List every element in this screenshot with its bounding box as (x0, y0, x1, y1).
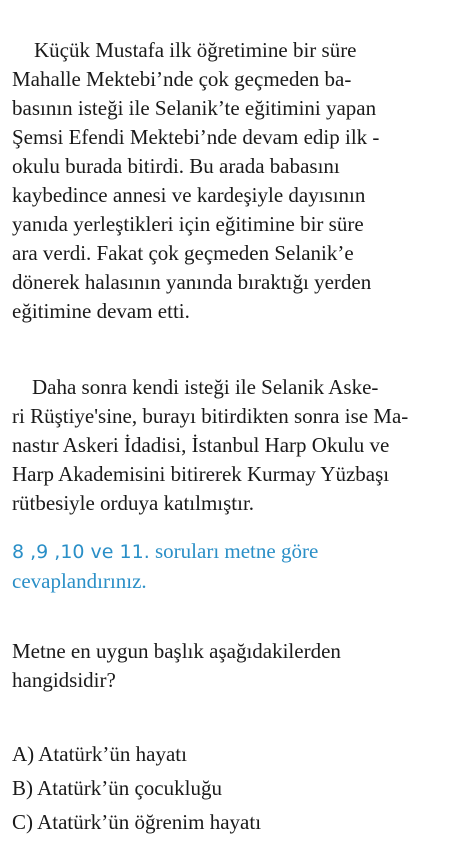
instruction-text: soruları metne göre (149, 539, 319, 563)
passage-line: Küçük Mustafa ilk öğretimine bir süre (34, 38, 357, 62)
passage-line: Harp Akademisini bitirerek Kurmay Yüzbaşı (12, 462, 390, 486)
passage-line: eğitimine devam etti. (12, 299, 190, 323)
passage-line: basının isteği ile Selanik’te eğitimini yapan (12, 96, 377, 120)
instruction-line-2: cevaplandırınız. (12, 569, 147, 593)
answer-option-c[interactable]: C) Atatürk’ün öğrenim hayatı (12, 810, 262, 834)
passage-paragraph-1 (12, 36, 379, 326)
instruction-line-1 (12, 537, 318, 567)
passage-line: ri Rüştiye'sine, burayı bitirdikten sonra ise Ma- (12, 404, 409, 428)
answer-options (12, 737, 261, 839)
passage-line: dönerek halasının yanında bıraktığı yerden (12, 270, 372, 294)
passage-line: ara verdi. Fakat çok geçmeden Selanik’e (12, 241, 354, 265)
passage-paragraph-2 (12, 373, 408, 518)
passage-line: kaybedince annesi ve kardeşiyle dayısının (12, 183, 366, 207)
question-stem (12, 637, 341, 695)
answer-option-b[interactable]: B) Atatürk’ün çocukluğu (12, 776, 222, 800)
passage-line: yanıda yerleştikleri için eğitimine bir süre (12, 212, 364, 236)
passage-line: Daha sonra kendi isteği ile Selanik Aske- (32, 375, 379, 399)
passage-line: Şemsi Efendi Mektebi’nde devam edip ilk - (12, 125, 380, 149)
passage-line: rütbesiyle orduya katılmıştır. (12, 491, 255, 515)
question-line: hangidsidir? (12, 668, 116, 692)
question-instruction (12, 537, 318, 596)
passage-line: Mahalle Mektebi’nde çok geçmeden ba- (12, 67, 352, 91)
question-numbers: 8 ,9 ,10 ve 11. (12, 541, 150, 563)
passage-line: nastır Askeri İdadisi, İstanbul Harp Okulu ve (12, 433, 390, 457)
passage-line: okulu burada bitirdi. Bu arada babasını (12, 154, 340, 178)
answer-option-a[interactable]: A) Atatürk’ün hayatı (12, 742, 187, 766)
question-line: Metne en uygun başlık aşağıdakilerden (12, 639, 341, 663)
